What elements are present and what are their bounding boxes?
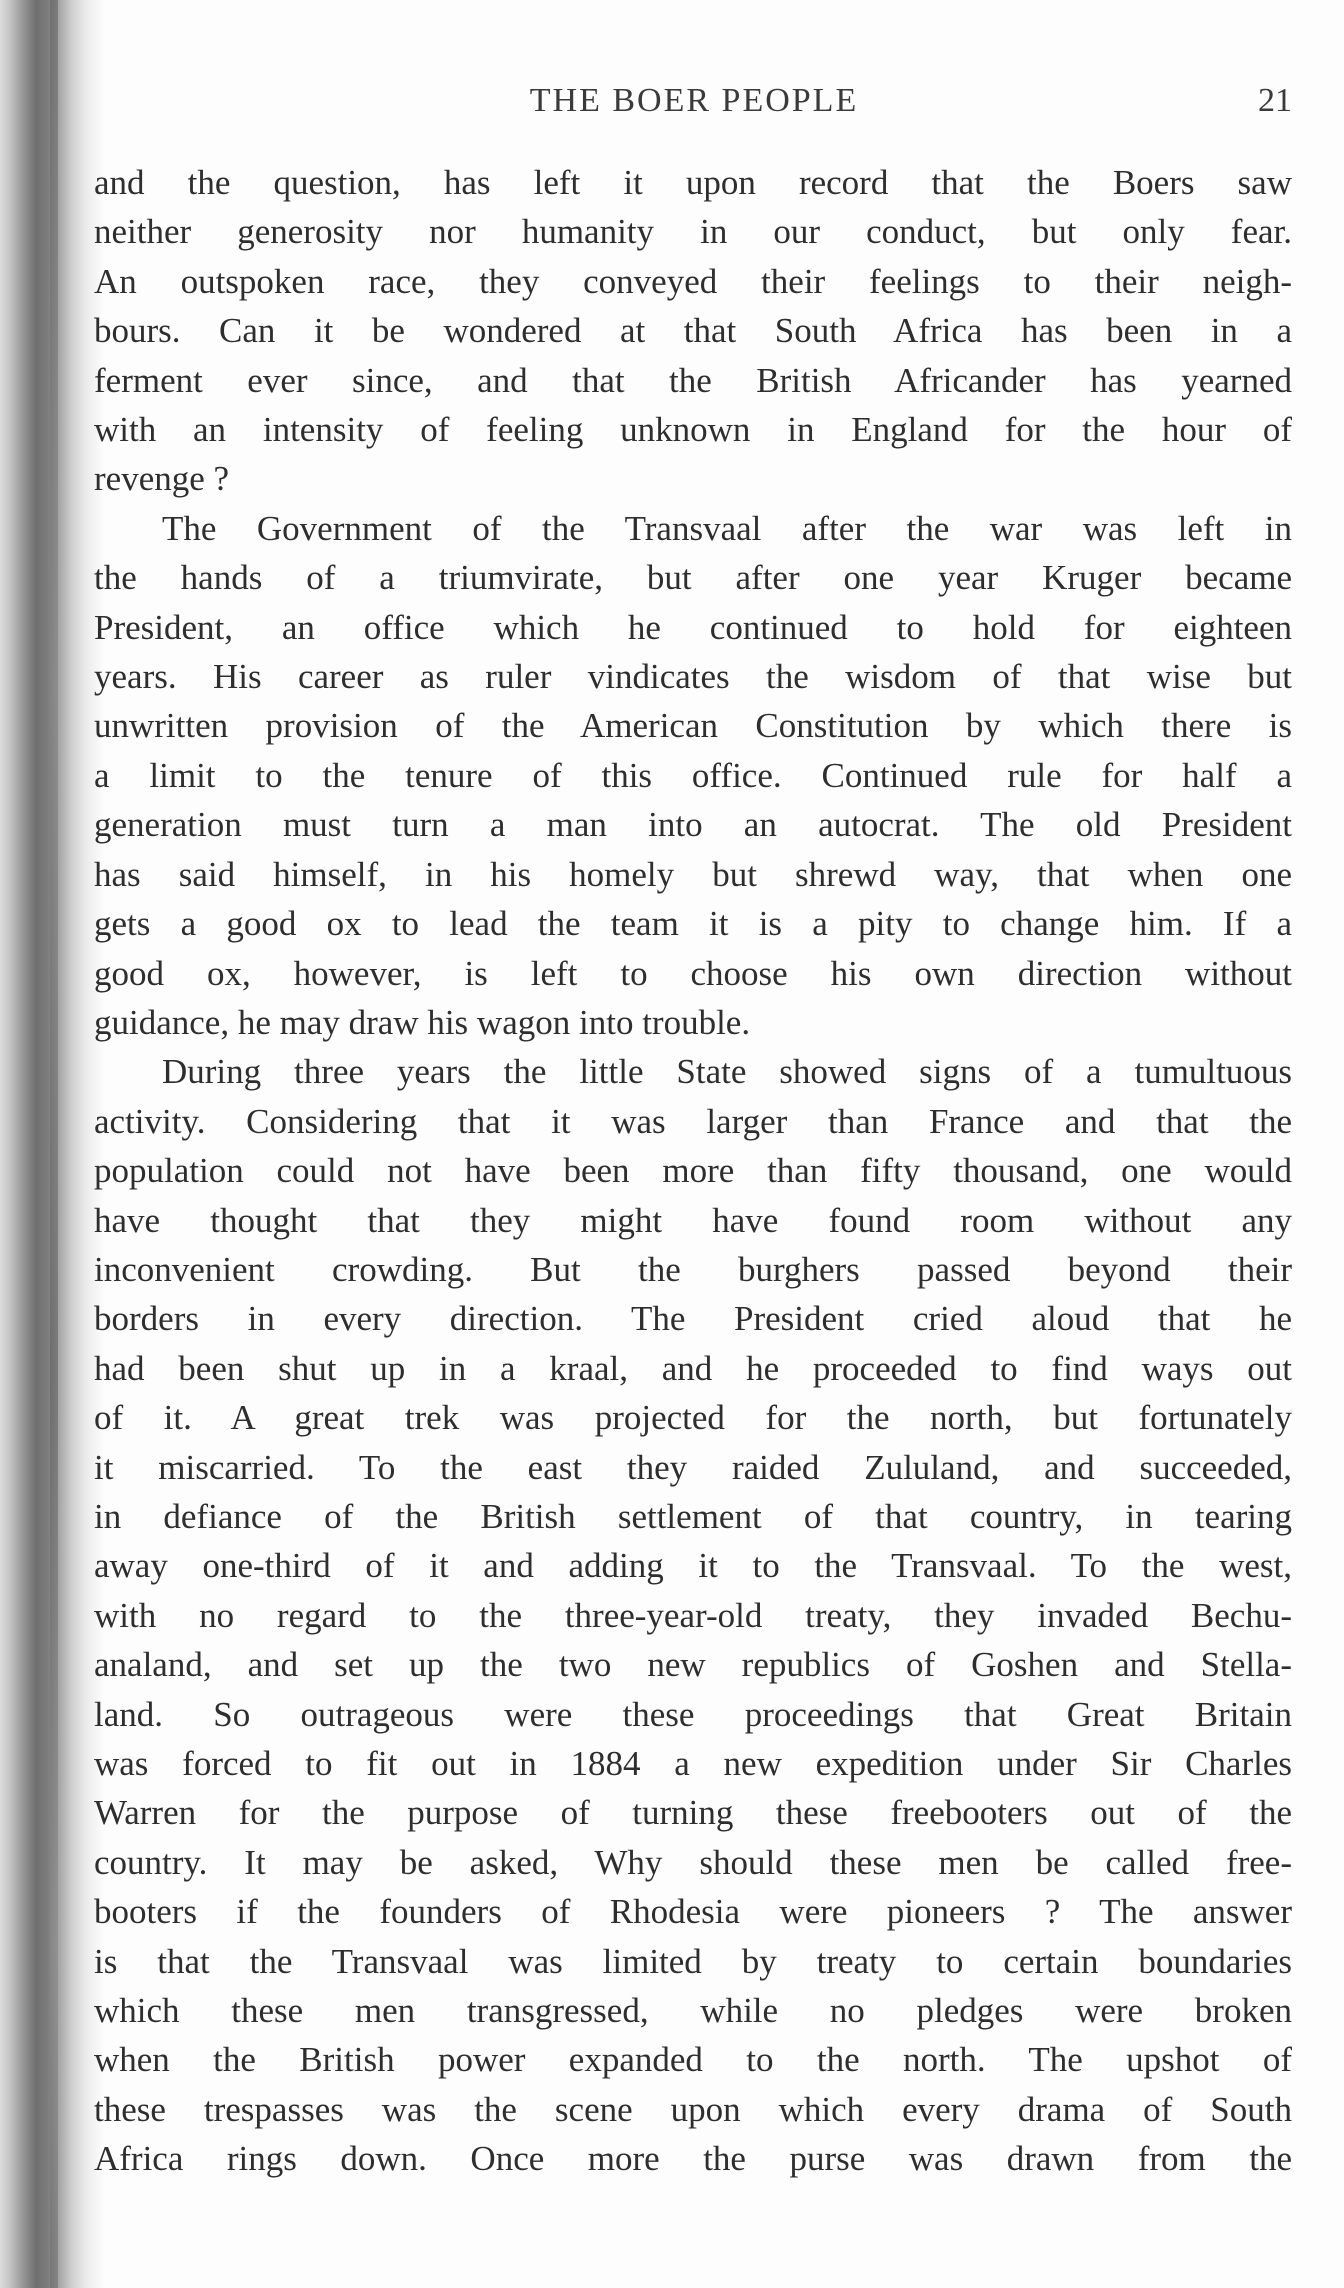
text-line: guidance, he may draw his wagon into trouble. (94, 1002, 751, 1042)
text-line: with no regard to the three-year-old treaty, they invaded Bechu- (94, 1595, 1292, 1635)
text-line: have thought that they might have found room without any (94, 1200, 1292, 1240)
text-line: Africa rings down. Once more the purse was drawn from the (94, 2139, 1292, 2179)
text-line: revenge ? (94, 459, 230, 499)
text-line: is that the Transvaal was limited by treaty to certain boundaries (94, 1941, 1292, 1981)
text-line: in defiance of the British settlement of that country, in tearing (94, 1496, 1292, 1536)
text-line: which these men transgressed, while no pledges were broken (94, 1991, 1292, 2031)
text-line: inconvenient crowding. But the burghers passed beyond their (94, 1249, 1292, 1289)
text-line: population could not have been more than fifty thousand, one would (94, 1151, 1292, 1191)
text-line: had been shut up in a kraal, and he proceeded to find ways out (94, 1348, 1292, 1388)
text-line: these trespasses was the scene upon which every drama of South (94, 2089, 1292, 2129)
text-line: and the question, has left it upon record that the Boers saw (94, 163, 1292, 202)
text-line: of it. A great trek was projected for the north, but fortunately (94, 1398, 1292, 1438)
text-line: has said himself, in his homely but shrewd way, that when one (94, 854, 1292, 894)
text-line: The Government of the Transvaal after the war was left in (162, 508, 1292, 548)
text-line: booters if the founders of Rhodesia were pioneers ? The answer (94, 1892, 1292, 1932)
text-line: with an intensity of feeling unknown in England for the hour of (94, 410, 1292, 450)
text-line: activity. Considering that it was larger than France and that the (94, 1101, 1292, 1141)
text-line: generation must turn a man into an autocrat. The old President (94, 805, 1292, 845)
paragraph-2 (94, 504, 1292, 1047)
paragraph-3 (94, 1047, 1292, 2183)
text-line: good ox, however, is left to choose his own direction without (94, 953, 1292, 993)
text-line: unwritten provision of the American Constitution by which there is (94, 706, 1292, 746)
text-line: President, an office which he continued to hold for eighteen (94, 607, 1292, 647)
text-line: bours. Can it be wondered at that South Africa has been in a (94, 311, 1292, 351)
text-line: During three years the little State showed signs of a tumultuous (162, 1052, 1292, 1092)
scan-binding-streak (50, 0, 58, 2288)
text-line: borders in every direction. The President cried aloud that he (94, 1299, 1292, 1339)
text-line: a limit to the tenure of this office. Continued rule for half a (94, 755, 1292, 795)
text-line: land. So outrageous were these proceedings that Great Britain (94, 1694, 1292, 1734)
text-line: An outspoken race, they conveyed their feelings to their neigh- (94, 261, 1292, 301)
page-header (96, 76, 1292, 126)
text-line: neither generosity nor humanity in our conduct, but only fear. (94, 212, 1292, 252)
text-line: away one-third of it and adding it to the Transvaal. To the west, (94, 1546, 1292, 1586)
text-line: Warren for the purpose of turning these freebooters out of the (94, 1793, 1292, 1833)
text-line: the hands of a triumvirate, but after one year Kruger became (94, 558, 1292, 598)
body-text (94, 158, 1292, 2184)
text-line: was forced to fit out in 1884 a new expedition under Sir Charles (94, 1744, 1292, 1783)
text-line: years. His career as ruler vindicates the wisdom of that wise but (94, 657, 1292, 697)
text-line: when the British power expanded to the north. The upshot of (94, 2040, 1292, 2080)
running-head: THE BOER PEOPLE (529, 82, 859, 119)
text-line: gets a good ox to lead the team it is a pity to change him. If a (94, 904, 1292, 944)
text-line: ferment ever since, and that the British Africander has yearned (94, 360, 1292, 400)
page-number: 21 (1258, 82, 1292, 119)
text-line: it miscarried. To the east they raided Zululand, and succeeded, (94, 1447, 1292, 1487)
paragraph-1 (94, 158, 1292, 504)
text-line: analand, and set up the two new republics of Goshen and Stella- (94, 1645, 1292, 1685)
text-line: country. It may be asked, Why should these men be called free- (94, 1842, 1292, 1882)
